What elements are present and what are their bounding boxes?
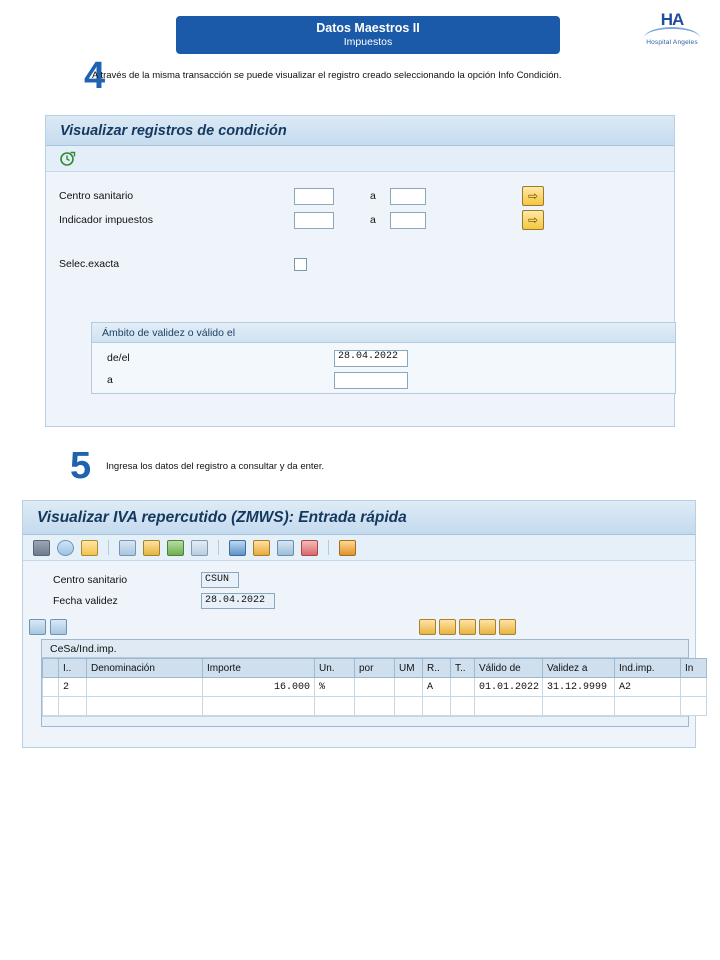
sort-icon[interactable] [167,540,184,556]
condition-grid [41,639,694,727]
step-4-text: A través de la misma transacción se puede visualizar el registro creado seleccionando la opción Info Condición. [92,70,562,81]
col-header-5[interactable]: UM [395,659,423,678]
cell-validez-a: 31.12.9999 [543,678,615,697]
panel2-fecha-validez-value[interactable]: 28.04.2022 [201,593,275,609]
validity-to-input[interactable] [334,372,408,389]
toolbar-divider-1 [108,540,109,555]
condition-records-panel [45,115,675,427]
col-header-2[interactable]: Importe [203,659,315,678]
cell-t [451,697,475,716]
col-header-7[interactable]: T.. [451,659,475,678]
percent-icon[interactable] [301,540,318,556]
cell-r [423,697,451,716]
indicador-impuestos-from-input[interactable] [294,212,334,229]
indicador-impuestos-range-sep: a [370,214,376,226]
print-icon[interactable] [33,540,50,556]
centro-sanitario-from-input[interactable] [294,188,334,205]
detail-icon[interactable] [277,540,294,556]
logo-text: Hospital Angeles [646,39,698,46]
header-row-fecha-validez [53,590,695,611]
header-row-centro-sanitario [53,569,695,590]
filter-icon[interactable] [459,619,476,635]
cell-ind-imp: A2 [615,678,681,697]
display-output-tax-panel [22,500,696,748]
panel2-title: Visualizar IVA repercutido (ZMWS): Entrada rápida [23,501,695,535]
step-5-text: Ingresa los datos del registro a consultar y da enter. [106,461,325,472]
validity-row-from [102,347,675,369]
col-header-11[interactable]: In [681,659,707,678]
step-5-number: 5 [70,445,92,487]
cell-r: A [423,678,451,697]
selec-exacta-label: Selec.exacta [59,258,120,270]
sum-icon[interactable] [499,619,516,635]
panel1-fields [46,172,674,276]
cell-importe [203,697,315,716]
horizontal-scrollbar[interactable] [42,716,688,726]
logo-arc-icon [644,27,700,38]
validity-to-label: a [107,374,113,386]
cell-denominacion [87,697,203,716]
cell-un [315,697,355,716]
col-header-4[interactable]: por [355,659,395,678]
col-header-6[interactable]: R.. [423,659,451,678]
header-title: Datos Maestros II [316,21,420,35]
panel1-title: Visualizar registros de condición [46,116,674,146]
header-subtitle: Impuestos [343,36,393,48]
multiple-selection-icon-2[interactable]: ⇨ [522,210,544,230]
edit-icon[interactable] [191,540,208,556]
find-grid-icon[interactable] [419,619,436,635]
cell-in [681,697,707,716]
panel2-centro-sanitario-value[interactable]: CSUN [201,572,239,588]
row-select-header[interactable] [43,659,59,678]
step-4-number: 4 [84,55,106,97]
cell-por [355,697,395,716]
grid-toolbar-right-group [419,619,516,635]
cell-um [395,678,423,697]
field-row-selec-exacta [46,252,674,276]
row-selector[interactable] [43,697,59,716]
validity-from-label: de/el [107,352,130,364]
field-row-centro-sanitario [46,184,674,208]
table-icon[interactable] [143,540,160,556]
validity-row-to [102,369,675,391]
cell-i [59,697,87,716]
col-header-8[interactable]: Válido de [475,659,543,678]
col-header-3[interactable]: Un. [315,659,355,678]
table-row[interactable] [43,697,707,716]
cell-t [451,678,475,697]
cell-i: 2 [59,678,87,697]
panel2-toolbar [23,535,695,561]
indicador-impuestos-to-input[interactable] [390,212,426,229]
copy-icon[interactable] [119,540,136,556]
cell-valido-de: 01.01.2022 [475,678,543,697]
validity-subpanel-title: Ámbito de validez o válido el [92,323,675,343]
toolbar-divider-3 [328,540,329,555]
toolbar-divider-2 [218,540,219,555]
cell-um [395,697,423,716]
col-header-0[interactable]: I.. [59,659,87,678]
table-header-row [43,659,707,678]
col-header-9[interactable]: Validez a [543,659,615,678]
centro-sanitario-range-sep: a [370,190,376,202]
selec-exacta-checkbox[interactable] [294,258,307,271]
cell-importe: 16.000 [203,678,315,697]
chart-icon[interactable] [339,540,356,556]
validity-from-input[interactable]: 28.04.2022 [334,350,408,367]
table-row[interactable] [43,678,707,697]
condition-table [42,658,707,716]
cell-denominacion [87,678,203,697]
centro-sanitario-label: Centro sanitario [59,190,134,202]
col-header-10[interactable]: Ind.imp. [615,659,681,678]
cell-ind-imp [615,697,681,716]
panel2-fecha-validez-label: Fecha validez [53,594,118,607]
find-next-grid-icon[interactable] [439,619,456,635]
grid-caption: CeSa/Ind.imp. [42,640,688,658]
collapse-all-icon[interactable] [50,619,67,635]
print-grid-icon[interactable] [479,619,496,635]
col-header-1[interactable]: Denominación [87,659,203,678]
panel1-toolbar [46,146,674,172]
execute-clock-icon[interactable] [58,150,76,168]
field-row-indicador-impuestos [46,208,674,232]
grid-toolbar [23,615,695,639]
row-selector[interactable] [43,678,59,697]
hospital-angeles-logo [636,10,708,56]
panel2-centro-sanitario-label: Centro sanitario [53,573,128,586]
multiple-selection-icon[interactable]: ⇨ [522,186,544,206]
find-icon[interactable] [57,540,74,556]
cell-por [355,678,395,697]
cell-un: % [315,678,355,697]
cell-in [681,678,707,697]
layout-icon[interactable] [253,540,270,556]
validity-subpanel [91,322,676,394]
info-icon[interactable] [229,540,246,556]
expand-all-icon[interactable] [29,619,46,635]
indicador-impuestos-label: Indicador impuestos [59,214,153,226]
cell-valido-de [475,697,543,716]
find-next-icon[interactable] [81,540,98,556]
panel2-header-fields [23,561,695,615]
centro-sanitario-to-input[interactable] [390,188,426,205]
document-header [176,16,560,54]
logo-mark: HA [660,10,684,29]
cell-validez-a [543,697,615,716]
